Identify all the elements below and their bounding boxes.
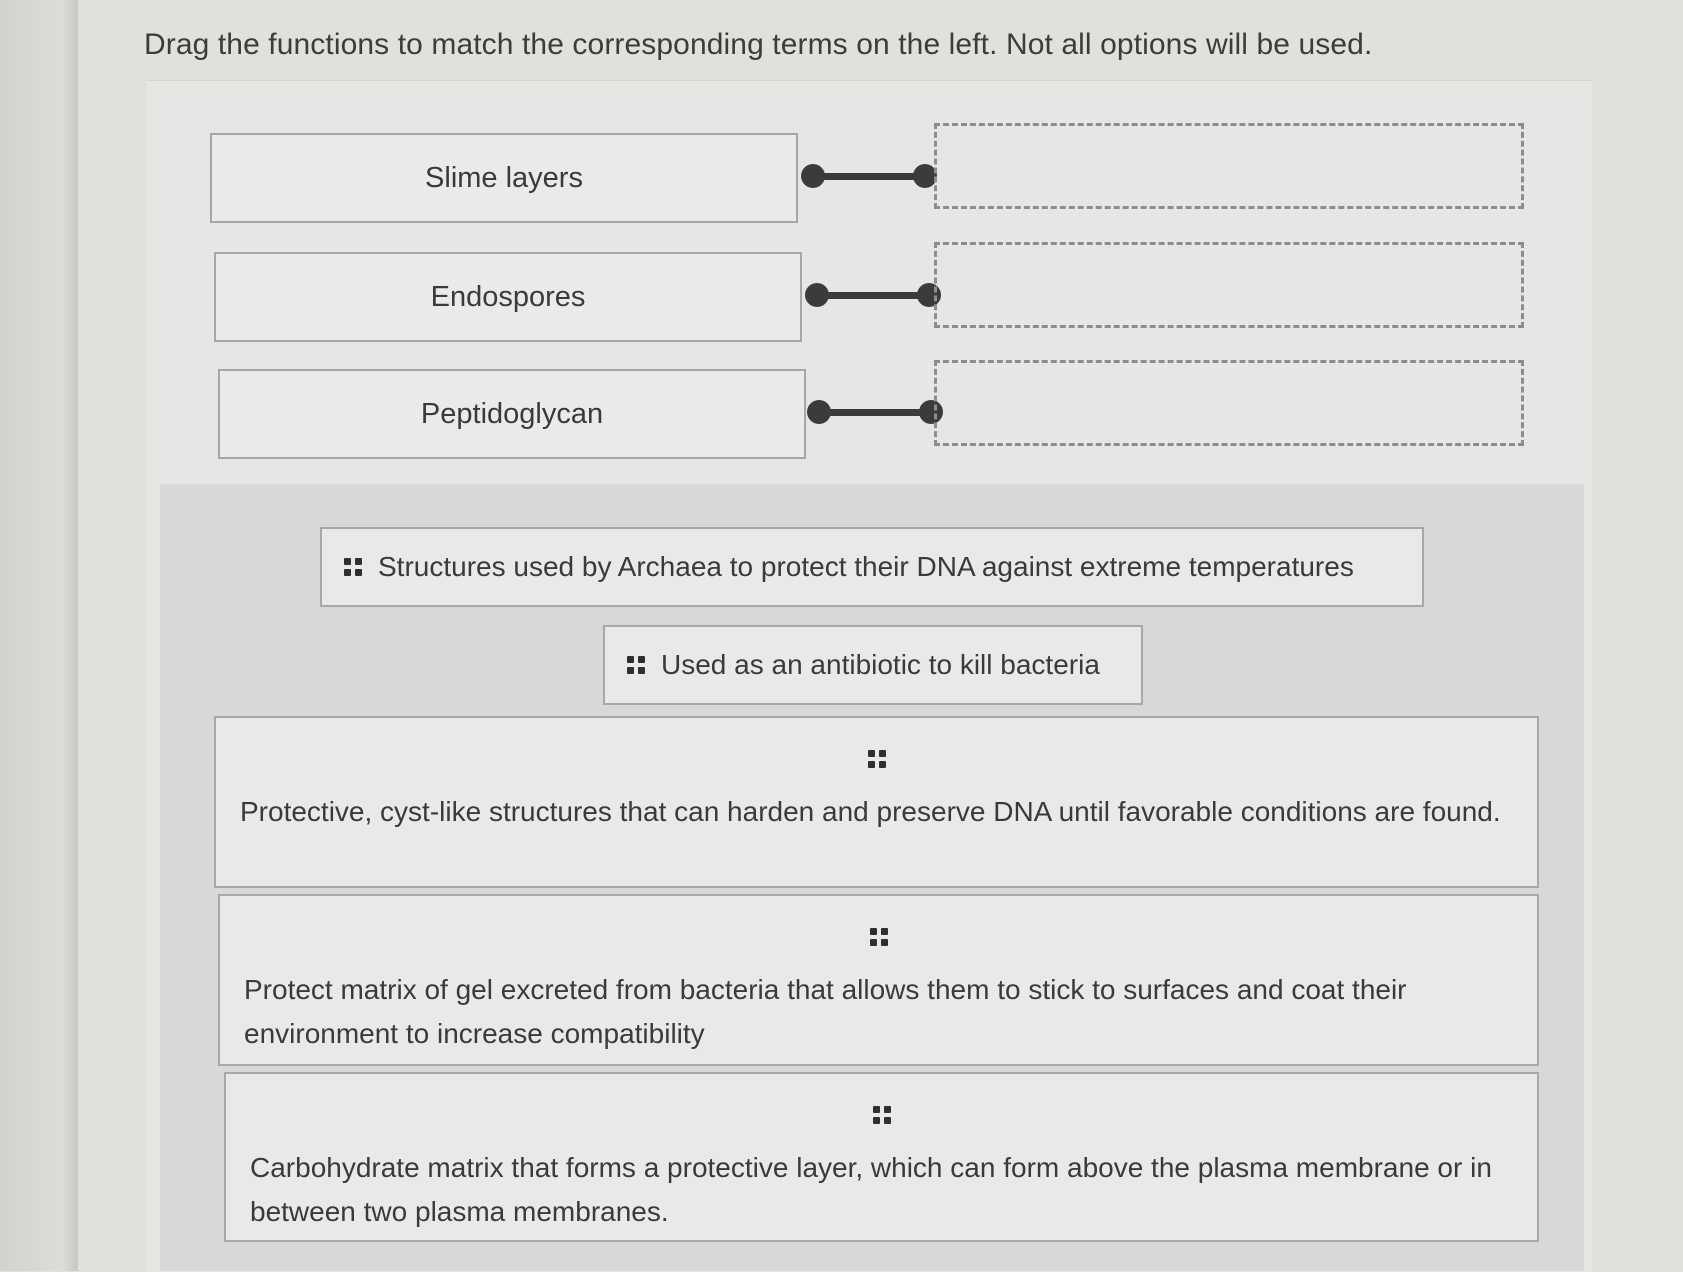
- option-text: Protect matrix of gel excreted from bacteria that allows them to stick to surfaces and coat their environment to increase compatibility: [244, 974, 1407, 1049]
- term-label: Endospores: [430, 280, 586, 313]
- drop-zone-peptidoglycan[interactable]: [934, 360, 1524, 446]
- grip-icon: [627, 656, 645, 674]
- option-text: Used as an antibiotic to kill bacteria: [661, 649, 1100, 680]
- option-cyst-like-structures[interactable]: [214, 716, 1539, 888]
- option-archaea-dna-protection[interactable]: [320, 527, 1424, 607]
- option-text: Protective, cyst-like structures that can harden and preserve DNA until favorable conditions are found.: [240, 796, 1501, 827]
- grip-icon: [870, 928, 888, 946]
- connector-icon: [807, 398, 943, 426]
- screen-left-edge: [0, 0, 78, 1271]
- connector-icon: [801, 162, 937, 190]
- drop-zone-slime-layers[interactable]: [934, 123, 1524, 209]
- option-antibiotic[interactable]: [603, 625, 1143, 705]
- option-text: Structures used by Archaea to protect their DNA against extreme temperatures: [378, 551, 1354, 582]
- grip-icon: [873, 1106, 891, 1124]
- option-gel-matrix[interactable]: [218, 894, 1539, 1066]
- instructions-text: Drag the functions to match the corresponding terms on the left. Not all options will be used.: [144, 28, 1373, 61]
- term-slime-layers: [210, 133, 798, 223]
- term-endospores: [214, 252, 802, 342]
- grip-icon: [868, 750, 886, 768]
- drop-zone-endospores[interactable]: [934, 242, 1524, 328]
- option-text: Carbohydrate matrix that forms a protective layer, which can form above the plasma membrane or in between two plasma membranes.: [250, 1152, 1492, 1227]
- connector-icon: [805, 281, 941, 309]
- grip-icon: [344, 558, 362, 576]
- term-label: Slime layers: [425, 161, 583, 194]
- term-peptidoglycan: [218, 369, 806, 459]
- option-carbohydrate-matrix[interactable]: [224, 1072, 1539, 1242]
- term-label: Peptidoglycan: [420, 397, 604, 430]
